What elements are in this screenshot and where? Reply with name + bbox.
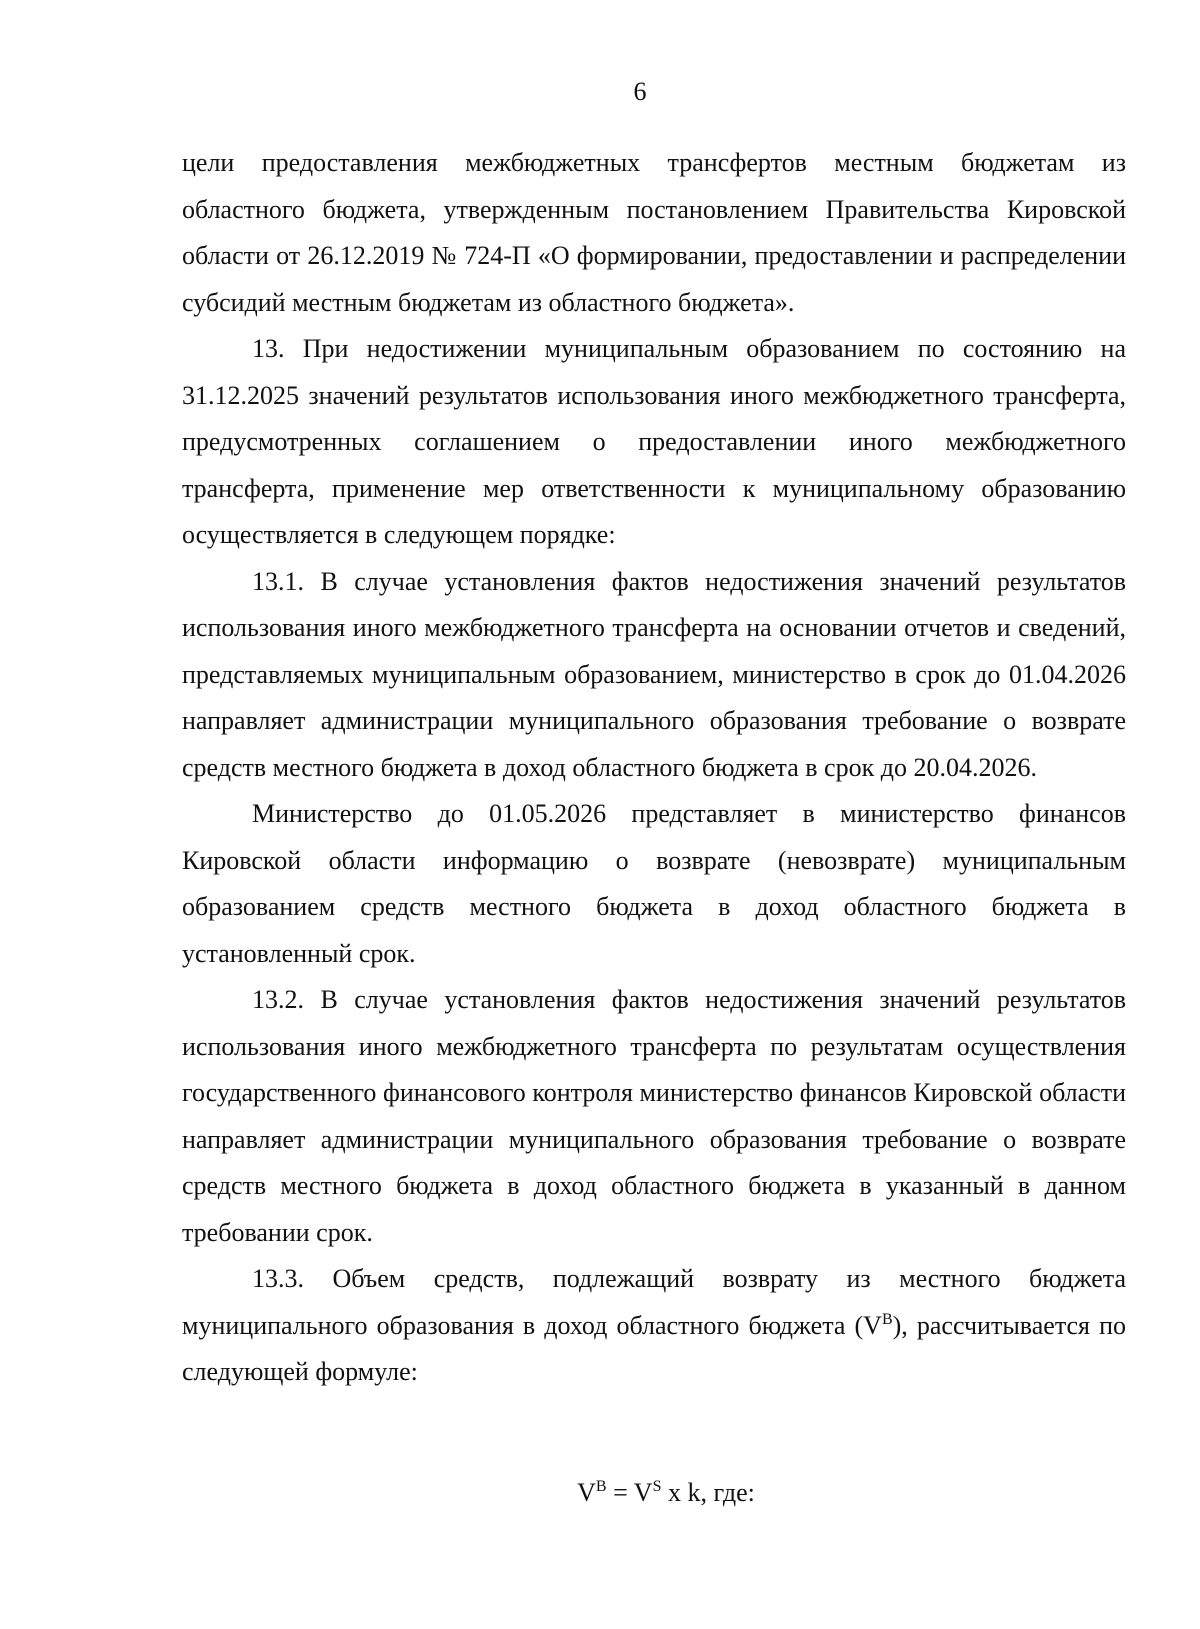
formula-tail: x k, где:: [661, 1478, 755, 1507]
formula-rhs-superscript: S: [652, 1478, 662, 1495]
paragraph-continuation: цели предоставления межбюджетных трансфертов местным бюджетам из областного бюджета, утвержденным постановлением Правительства Кировской области от 26.12.2019 № 724-П «О формировании, предоставлении и распределении субсидий местным бюджетам из областного бюджета».: [182, 148, 1126, 317]
paragraph-13: 13. При недостижении муниципальным образованием по состоянию на 31.12.2025 значений результатов использования иного межбюджетного трансферта, предусмотренных соглашением о предоставлении иного межбюджетного трансферта, применение мер ответственности к муниципальному образованию осуществляется в следующем порядке:: [182, 334, 1126, 549]
document-body: [182, 140, 1126, 1396]
paragraph-ministry-report: Министерство до 01.05.2026 представляет в министерство финансов Кировской области информацию о возврате (невозврате) муниципальным образованием средств местного бюджета в доход областного бюджета в установленный срок.: [182, 799, 1126, 968]
formula: [0, 1470, 1200, 1516]
formula-equals: =: [606, 1478, 634, 1507]
formula-lhs: V: [577, 1478, 596, 1507]
paragraph-13-3-before: 13.3. Объем средств, подлежащий возврату из местного бюджета муниципального образования в доход областного бюджета (V: [182, 1264, 1126, 1340]
paragraph-13-1: 13.1. В случае установления фактов недостижения значений результатов использования иного межбюджетного трансферта на основании отчетов и сведений, представляемых муниципальным образованием, министерство в срок до 01.04.2026 направляет администрации муниципального образования требование о возврате средств местного бюджета в доход областного бюджета в срок до 20.04.2026.: [182, 566, 1126, 782]
paragraph-13-3: [182, 1256, 1126, 1396]
paragraph-13-2: 13.2. В случае установления фактов недостижения значений результатов использования иного межбюджетного трансферта по результатам осуществления государственного финансового контроля министерство финансов Кировской области направляет администрации муниципального образования требование о возврате средств местного бюджета в доход областного бюджета в указанный в данном требовании срок.: [182, 985, 1126, 1247]
formula-rhs: V: [633, 1478, 653, 1507]
paragraph-13-3-superscript: B: [881, 1310, 893, 1328]
paragraph-13-3-after: ), рассчитывается по следующей формуле:: [182, 1310, 1127, 1386]
page-number: 6: [633, 77, 647, 106]
formula-lhs-superscript: B: [595, 1478, 607, 1495]
